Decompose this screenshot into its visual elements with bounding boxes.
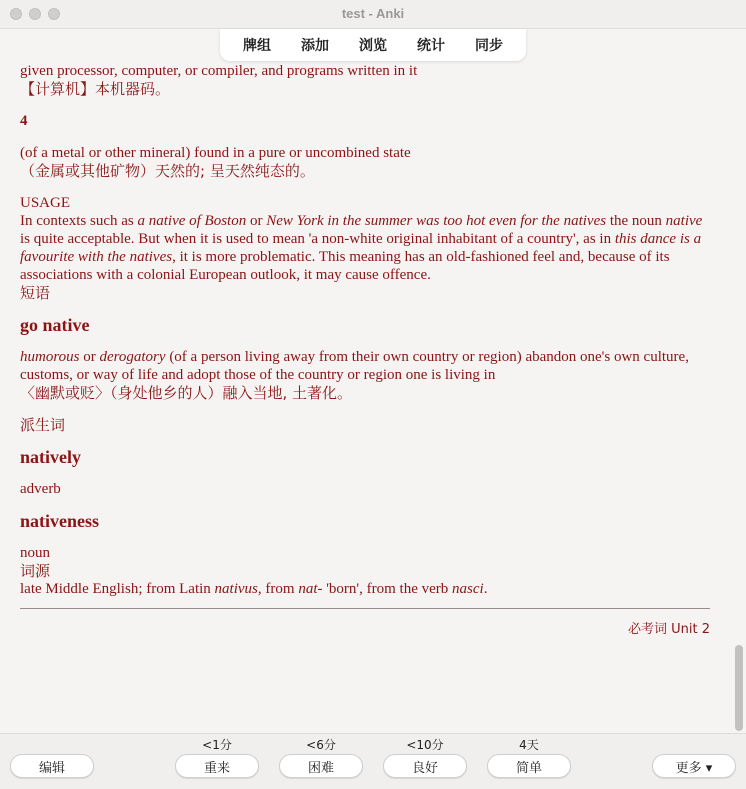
derivative-pos: adverb xyxy=(20,481,61,497)
phrase-translation: 〈幽默或贬〉（身处他乡的人）融入当地, 土著化。 xyxy=(20,384,353,402)
definition-translation: 【计算机】本机器码。 xyxy=(20,80,171,98)
sense-definition: (of a metal or other mineral) found in a pure or uncombined state xyxy=(20,145,411,161)
usage-note: In contexts such as a native of Boston or New York in the summer was too hot even for the natives the noun native is quite acceptable. But when it is used to mean 'a non-white original inhabitant of a country', as in this dance is a favourite with the natives, it is more problematic. This meaning has an old-fashioned feel and, because of its associations with a colonial European outlook, it may cause offence. xyxy=(20,213,703,283)
definition-line: given processor, computer, or compiler, and programs written in it xyxy=(20,63,418,79)
again-button[interactable]: 重来 xyxy=(175,754,259,778)
card-tags: 必考词 Unit 2 xyxy=(628,622,710,637)
toolbar-sync[interactable]: 同步 xyxy=(475,38,503,54)
phrases-label: 短语 xyxy=(20,284,51,302)
good-button[interactable]: 良好 xyxy=(383,754,467,778)
card-answer xyxy=(20,62,710,639)
tags-divider xyxy=(20,608,710,609)
answer-bar xyxy=(0,733,746,789)
sense-number: 4 xyxy=(20,113,28,129)
toolbar-browse[interactable]: 浏览 xyxy=(359,38,387,54)
sense-translation: （金属或其他矿物）天然的; 呈天然纯态的。 xyxy=(20,162,315,180)
phrase-definition: humorous or derogatory (of a person living away from their own country or region) abandon one's own culture, customs, or way of life and adopt those of the country or region one is living in xyxy=(20,349,689,383)
main-toolbar xyxy=(220,29,526,61)
interval-good: <10分 xyxy=(406,738,444,752)
toolbar-add[interactable]: 添加 xyxy=(301,38,329,54)
phrase-headword: go native xyxy=(20,315,90,335)
window-title: test - Anki xyxy=(341,6,405,21)
derivative-pos: noun xyxy=(20,545,50,561)
hard-button[interactable]: 困难 xyxy=(279,754,363,778)
title-bar xyxy=(0,0,746,29)
interval-easy: 4天 xyxy=(519,738,539,752)
interval-hard: <6分 xyxy=(306,738,336,752)
toolbar-stats[interactable]: 统计 xyxy=(417,38,445,54)
usage-label: USAGE xyxy=(20,195,71,211)
etymology-label: 词源 xyxy=(20,562,51,580)
more-button[interactable]: 更多 ▾ xyxy=(652,754,736,778)
derivative-headword: nativeness xyxy=(20,511,100,531)
scrollbar-thumb[interactable] xyxy=(735,645,743,731)
derivatives-label: 派生词 xyxy=(20,416,66,434)
edit-button[interactable]: 编辑 xyxy=(10,754,94,778)
interval-again: <1分 xyxy=(202,738,232,752)
etymology-text: late Middle English; from Latin nativus, from nat- 'born', from the verb nasci. xyxy=(20,581,488,597)
easy-button[interactable]: 简单 xyxy=(487,754,571,778)
derivative-headword: natively xyxy=(20,447,81,467)
toolbar-decks[interactable]: 牌组 xyxy=(243,38,271,54)
